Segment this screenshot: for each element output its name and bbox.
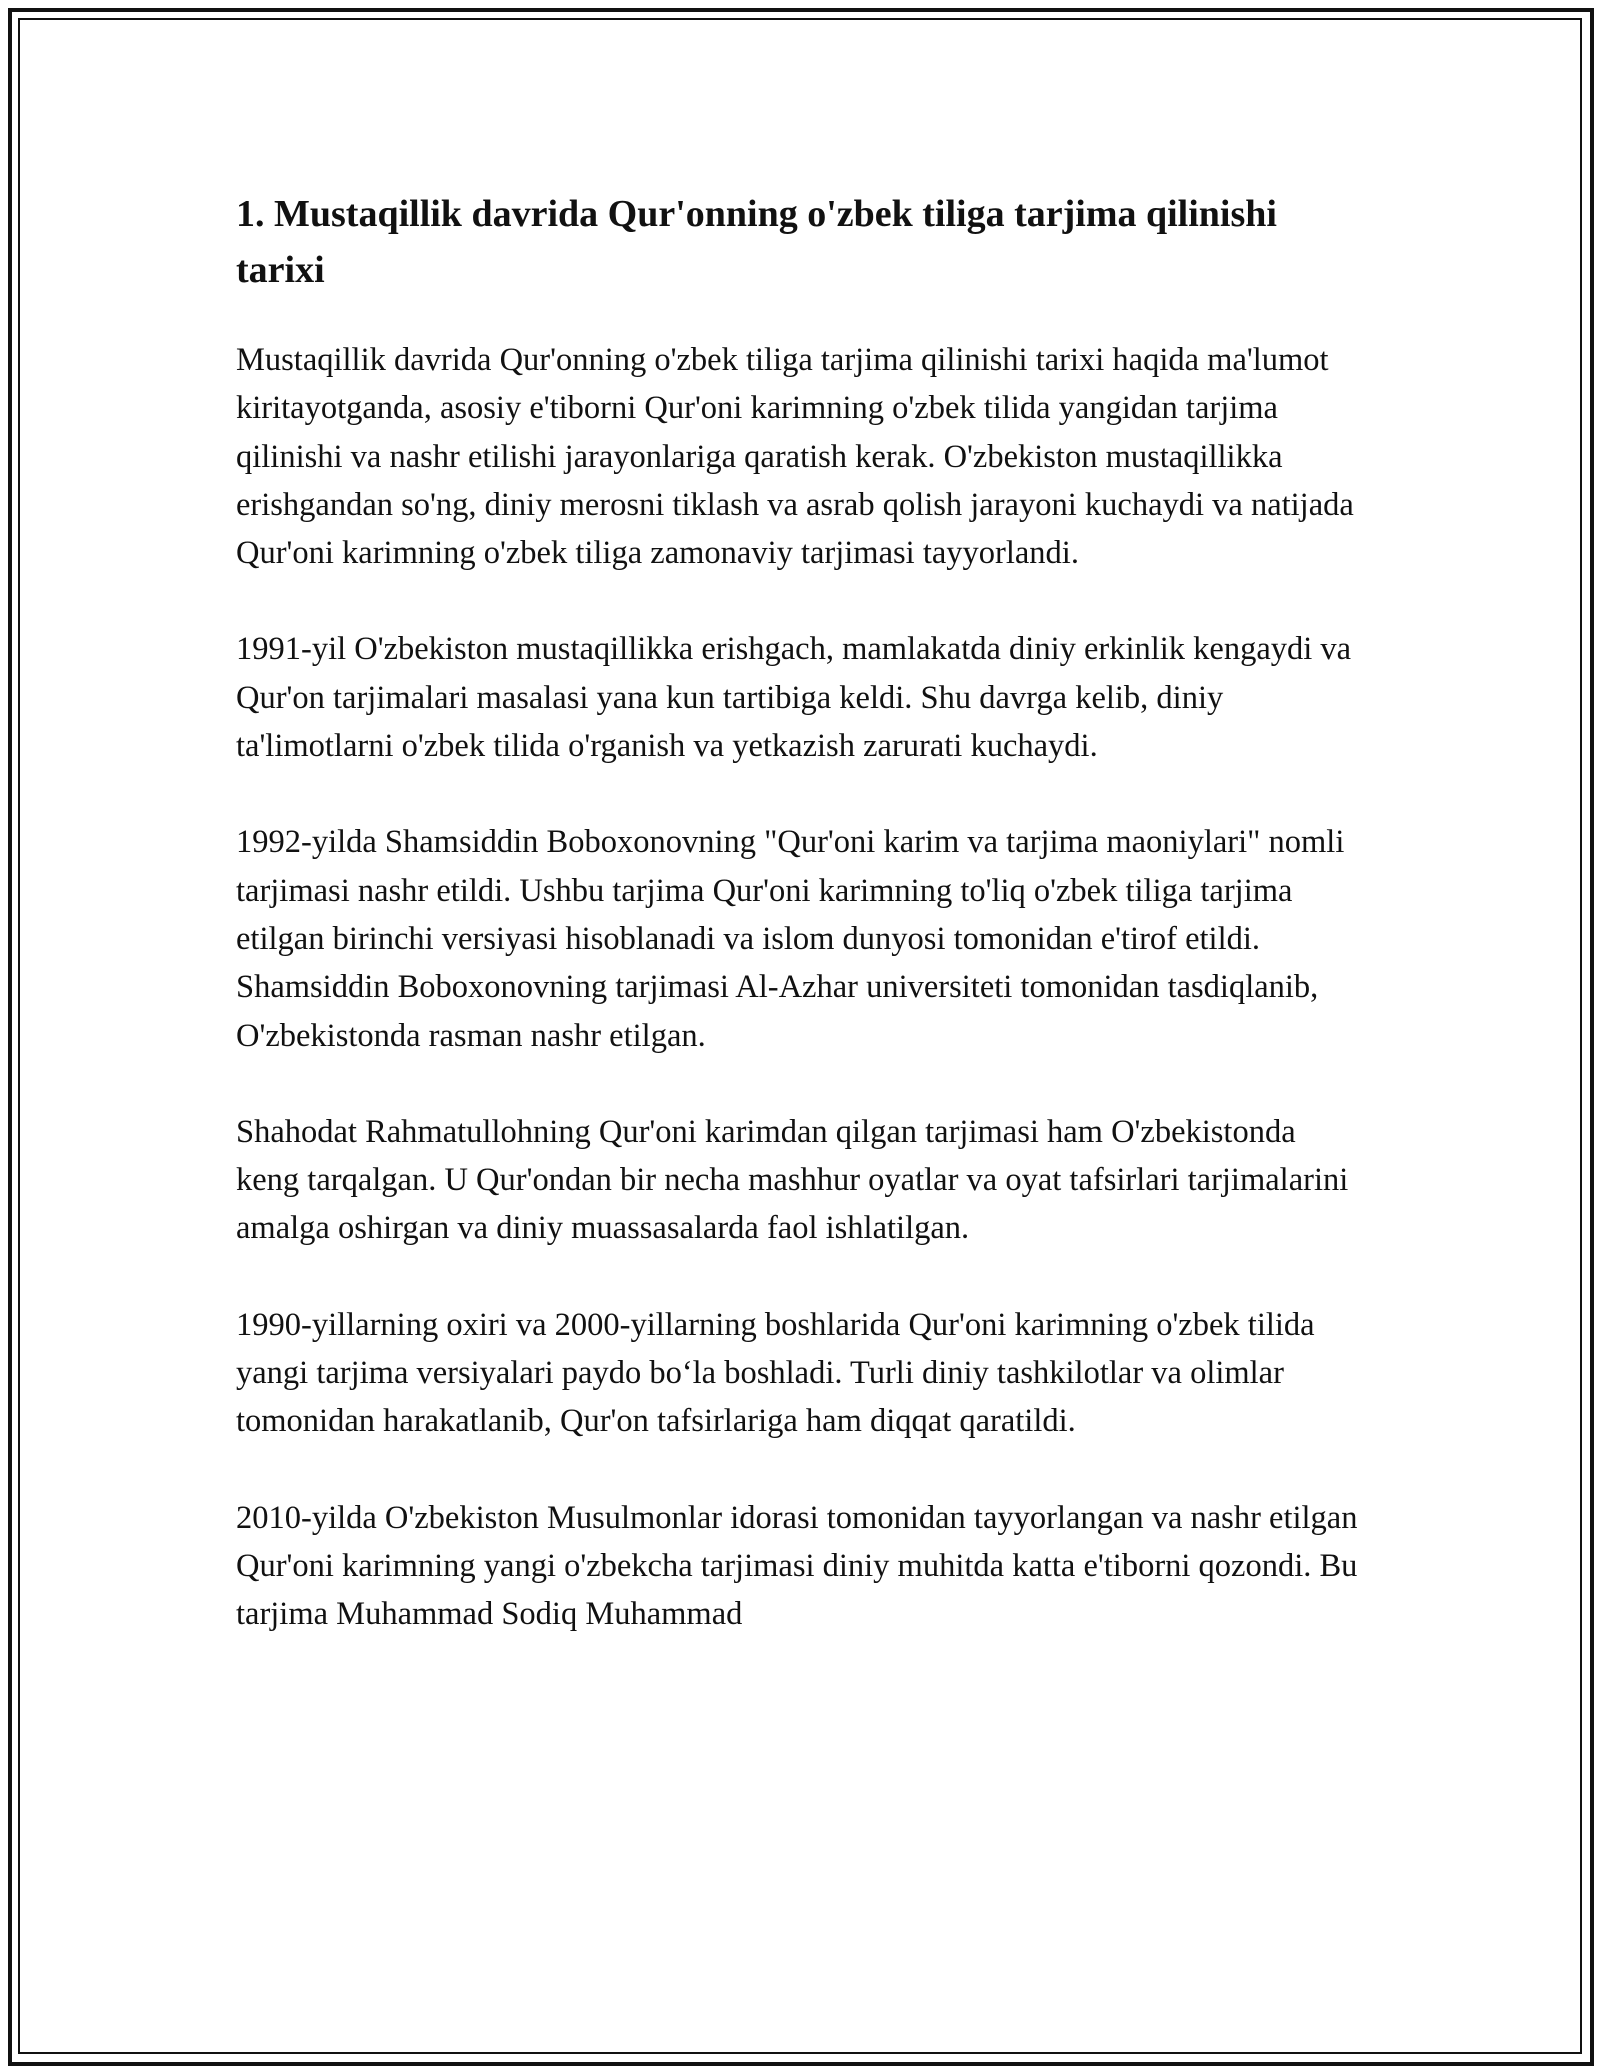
section-heading: 1. Mustaqillik davrida Qur'onning o'zbek tiliga tarjima qilinishi tarixi [236, 193, 1277, 291]
document-body [236, 186, 1366, 1687]
paragraph-2: 1991-yil O'zbekiston mustaqillikka erishgach, mamlakatda diniy erkinlik kengaydi va Qur'on tarjimalari masalasi yana kun tartibiga keldi. Shu davrga kelib, diniy ta'limotlarni o'zbek tilida o'rganish va yetkazish zarurati kuchaydi. [236, 631, 1352, 765]
paragraph-5: 1990-yillarning oxiri va 2000-yillarning boshlarida Qur'oni karimning o'zbek tilida yangi tarjima versiyalari paydo bo‘la boshladi. Turli diniy tashkilotlar va olimlar tomonidan harakatlanib, Qur'on tafsirlariga ham diqqat qaratildi. [236, 1306, 1315, 1440]
paragraph-6: 2010-yilda O'zbekiston Musulmonlar idorasi tomonidan tayyorlangan va nashr etilgan Qur'oni karimning yangi o'zbekcha tarjimasi diniy muhitda katta e'tiborni qozondi. Bu tarjima Muhammad Sodiq Muhammad [236, 1499, 1358, 1633]
paragraph-4: Shahodat Rahmatullohning Qur'oni karimdan qilgan tarjimasi ham O'zbekistonda keng tarqalgan. U Qur'ondan bir necha mashhur oyatlar va oyat tafsirlari tarjimalarini amalga oshirgan va diniy muassasalarda faol ishlatilgan. [236, 1113, 1349, 1247]
paragraph-3: 1992-yilda Shamsiddin Boboxonovning "Qur'oni karim va tarjima maoniylari" nomli tarjimasi nashr etildi. Ushbu tarjima Qur'oni karimning to'liq o'zbek tiliga tarjima etilgan birinchi versiyasi hisoblanadi va islom dunyosi tomonidan e'tirof etildi. Shamsiddin Boboxonovning tarjimasi Al-Azhar universiteti tomonidan tasdiqlanib, O'zbekistonda rasman nashr etilgan. [236, 824, 1345, 1054]
paragraph-1: Mustaqillik davrida Qur'onning o'zbek tiliga tarjima qilinishi tarixi haqida ma'lumot kiritayotganda, asosiy e'tiborni Qur'oni karimning o'zbek tilida yangidan tarjima qilinishi va nashr etilishi jarayonlariga qaratish kerak. O'zbekiston mustaqillikka erishgandan so'ng, diniy merosni tiklash va asrab qolish jarayoni kuchaydi va natijada Qur'oni karimning o'zbek tiliga zamonaviy tarjimasi tayyorlandi. [236, 342, 1354, 572]
